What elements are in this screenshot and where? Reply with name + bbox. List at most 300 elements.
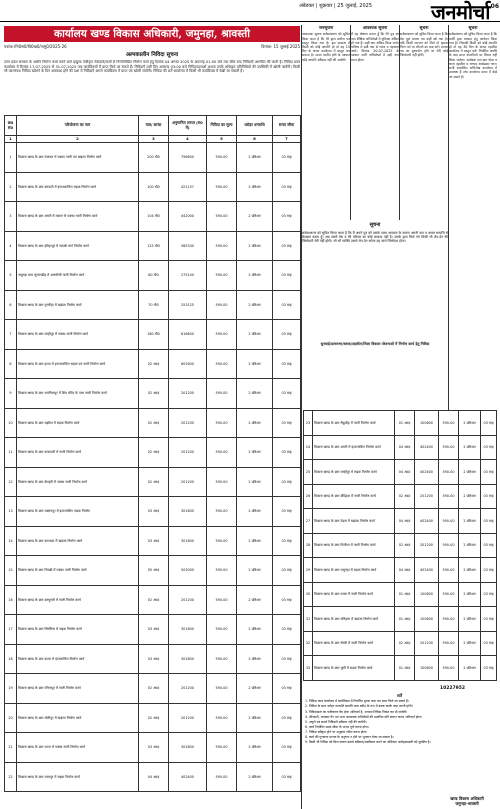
time-limit: 03 माह (273, 467, 301, 497)
project-name: विकास खण्ड के ग्राम मैकूडीह में नाली निर्माण कार्य (313, 411, 395, 436)
table-row (304, 533, 497, 558)
project-name: विकास खण्ड के ग्राम अमरी में इंटरलाकिंग निर्माण कार्य (313, 435, 395, 460)
classified-text: सर्वसाधारण को सूचित किया जाता है कि प्रार्थी द्वारा वरासत हेतु आवेदन किया गया है। जिसकी किसी को कोई आपत्ति हो तो वह 30 दिन के अन्दर तहसील कार्यालय में प्रस्तुत करें। निर्धारित अवधि के बाद प्राप्त आपत्तियों पर विचार नहीं किया जायेगा। आवेदक पता ग्राम पोस्ट व थाना तहसील व जनपद अम्बेडकर नगर। सभी सम्बन्धित अभिलेख कार्यालय में उपलब्ध हैं तथा कार्यालय समय में देखे जा सकते हैं। (449, 32, 497, 79)
tender-fee: 590-00 (439, 435, 459, 460)
tender-fee: 590-00 (207, 202, 237, 232)
classified-heading: आवश्यक सूचना (362, 25, 388, 30)
quantity: 01 अदद (395, 411, 415, 436)
earnest-money: 2 प्रतिशत (459, 509, 481, 534)
earnest-money: 2 प्रतिशत (237, 438, 273, 468)
estimated-cost: 301800 (169, 733, 207, 763)
tender-fee: 590-00 (439, 607, 459, 632)
table-row (5, 674, 301, 704)
letter-row (4, 44, 300, 49)
table-row (5, 320, 301, 350)
quantity: 02 अदद (395, 631, 415, 656)
classified-text: आवश्यक सूचना सर्वसाधारण को सूचित किया जाता है कि मेरे द्वारा प्रार्थना पत्र प्रस्तुत किया गया है। इस सम्बन्ध में किसी को कोई आपत्ति हो तो वह 15 दिन के अन्दर कार्यालय में प्रस्तुत कर सकता है। समय व्यतीत होने के पश्चात कोई आपत्ति स्वीकार नहीं की जायेगी। (302, 32, 350, 62)
tender-note (302, 342, 448, 346)
tender-fee: 590-00 (207, 733, 237, 763)
mid-notice (302, 222, 448, 340)
tender-fee: 590-00 (439, 509, 459, 534)
row-number: 27 (304, 509, 313, 534)
row-number: 33 (304, 656, 313, 681)
quantity: 04 अदद (395, 460, 415, 485)
condition-item: 8. कार्य की गुणवत्ता मानक के अनुरूप न होने पर भुगतान रोका जा सकता है। (309, 735, 496, 739)
row-number: 25 (304, 460, 313, 485)
time-limit: 03 माह (273, 497, 301, 527)
table-row (304, 558, 497, 583)
row-number: 8 (5, 349, 17, 379)
col-number: 5 (207, 136, 237, 143)
row-number: 6 (5, 290, 17, 320)
table-row (5, 703, 301, 733)
estimated-cost: 301800 (169, 644, 207, 674)
col-header: अनुमानित लागत (रु0 में) (169, 116, 207, 136)
earnest-money: 2 प्रतिशत (237, 497, 273, 527)
time-limit: 03 माह (273, 556, 301, 586)
table-header-row (5, 116, 301, 136)
time-limit: 03 माह (273, 526, 301, 556)
earnest-money: 2 प्रतिशत (237, 733, 273, 763)
estimated-cost: 100600 (415, 411, 439, 436)
tender-fee: 590-00 (207, 172, 237, 202)
quantity: 80 मी0 (139, 261, 169, 291)
project-name: विकास खण्ड के ग्राम लक्ष्मनपुर में इंटरलाकिंग सड़क निर्माण (17, 497, 139, 527)
estimated-cost: 201200 (415, 631, 439, 656)
table-row (304, 656, 497, 681)
row-number: 26 (304, 484, 313, 509)
estimated-cost: 201200 (169, 467, 207, 497)
time-limit: 03 माह (481, 558, 497, 583)
time-limit: 03 माह (273, 615, 301, 645)
table-row (304, 484, 497, 509)
estimated-cost: 301800 (169, 497, 207, 527)
row-number: 22 (5, 762, 17, 792)
tender-fee: 590-00 (207, 379, 237, 409)
time-limit: 03 माह (273, 733, 301, 763)
tender-fee: 590-00 (439, 484, 459, 509)
condition-item: 6. कार्य निर्धारित समय सीमा के अन्दर पूर्ण करना होगा। (309, 725, 496, 729)
row-number: 1 (5, 143, 17, 173)
table-row (304, 509, 497, 534)
quantity: 05 अदद (139, 556, 169, 586)
table-row (5, 349, 301, 379)
earnest-money: 2 प्रतिशत (459, 582, 481, 607)
project-name: विकास खण्ड के ग्राम बरगदवा में खड़ंजा निर्माण कार्य (17, 526, 139, 556)
time-limit: 03 माह (273, 762, 301, 792)
quantity: 104 मी0 (139, 202, 169, 232)
tender-fee: 590-00 (439, 411, 459, 436)
tender-fee: 590-00 (207, 143, 237, 173)
table-row (5, 408, 301, 438)
time-limit: 03 माह (481, 484, 497, 509)
condition-item: 3. निविदादाता का पंजीकरण वैध होना अनिवार्य है, अन्यथा निविदा निरस्त कर दी जायेगी। (309, 710, 496, 714)
earnest-money: 2 प्रतिशत (459, 558, 481, 583)
tender-table-continued (303, 410, 497, 681)
quantity: 02 अदद (139, 674, 169, 704)
table-row (5, 143, 301, 173)
earnest-money: 2 प्रतिशत (237, 349, 273, 379)
condition-item: 9. किसी भी निविदा को बिना कारण बताये स्वीकार/अस्वीकार करने का अधिकार अधोहस्ताक्षरी को सुरक्षित है। (309, 740, 496, 744)
classified-column-d (449, 25, 497, 475)
project-name: विकास खण्ड के ग्राम सेमरी में नाली निर्माण कार्य (313, 631, 395, 656)
row-number: 4 (5, 231, 17, 261)
quantity: 02 अदद (395, 484, 415, 509)
earnest-money: 2 प्रतिशत (237, 320, 273, 350)
classified-heading: सूचना (468, 25, 478, 30)
time-limit: 03 माह (273, 231, 301, 261)
time-limit: 03 माह (273, 349, 301, 379)
col-header: परियोजना का नाम (17, 116, 139, 136)
earnest-money: 2 प्रतिशत (237, 615, 273, 645)
earnest-money: 2 प्रतिशत (237, 703, 273, 733)
estimated-cost: 301800 (169, 615, 207, 645)
tender-fee: 590-00 (207, 703, 237, 733)
quantity: 02 अदद (139, 438, 169, 468)
project-name: विकास खण्ड के ग्राम टेढ़वा में खड़ंजा निर्माण कार्य (313, 509, 395, 534)
tender-fee: 590-00 (207, 438, 237, 468)
time-limit: 03 माह (481, 607, 497, 632)
quantity: 02 अदद (139, 467, 169, 497)
quantity: 02 अदद (139, 379, 169, 409)
row-number: 11 (5, 438, 17, 468)
signature-place: जमुनहा-श्रावस्ती (455, 801, 479, 807)
tender-fee: 590-00 (207, 615, 237, 645)
quantity: 02 अदद (395, 533, 415, 558)
tender-note-text: सुनवाई/ग्रामसभा/ब्लाक/तहसील/जिला विकास योजनाओं में निर्माण कार्य हेतु निविदा (320, 342, 430, 346)
conditions-heading: शर्तें (397, 693, 402, 698)
earnest-money: 2 प्रतिशत (459, 484, 481, 509)
earnest-money: 2 प्रतिशत (237, 762, 273, 792)
tender-number: 10227952 (440, 686, 466, 691)
quantity: 200 मी0 (139, 143, 169, 173)
condition-item: 2. निविदा के साथ धरोहर धनराशि सावधि जमा रसीद के रूप में बंधक करके जमा करनी होगी। (309, 704, 496, 708)
page-header (0, 0, 500, 22)
tender-fee: 590-00 (207, 762, 237, 792)
col-number: 6 (237, 136, 273, 143)
project-name: विकास खण्ड के ग्राम कटरा में इंटरलाकिंग निर्माण कार्य (17, 644, 139, 674)
time-limit: 03 माह (273, 703, 301, 733)
tender-fee: 590-00 (439, 533, 459, 558)
quantity: 02 अदद (139, 349, 169, 379)
tender-fee: 590-00 (439, 582, 459, 607)
classified-column-c (400, 25, 448, 220)
tender-fee: 590-00 (439, 460, 459, 485)
classified-column-b (351, 25, 399, 220)
time-limit: 03 माह (481, 656, 497, 681)
quantity: 100 मी0 (139, 172, 169, 202)
estimated-cost: 402400 (415, 509, 439, 534)
project-name: विकास खण्ड के ग्राम जमुनहा में सड़क निर्माण कार्य (313, 558, 395, 583)
earnest-money: 2 प्रतिशत (237, 644, 273, 674)
estimated-cost: 201200 (415, 484, 439, 509)
table-row (5, 290, 301, 320)
row-number: 32 (304, 631, 313, 656)
time-limit: 03 माह (481, 533, 497, 558)
tender-fee: 590-00 (207, 556, 237, 586)
project-name: विकास खण्ड के ग्राम भवनियापुर में शिव मंदिर के पास नाली निर्माण कार्य (17, 379, 139, 409)
table-row (304, 460, 497, 485)
quantity: 04 अदद (395, 509, 415, 534)
col-number: 4 (169, 136, 207, 143)
letter-number: पत्रांक-/नि0स0/वि0ख0/जमु0/2025-26 (4, 44, 67, 49)
table-row (304, 411, 497, 436)
issue-date: अंबेडकर | शुक्रवार | 25 जुलाई, 2025 (298, 3, 372, 9)
row-number: 21 (5, 733, 17, 763)
row-number: 31 (304, 607, 313, 632)
earnest-money: 2 प्रतिशत (459, 435, 481, 460)
row-number: 23 (304, 411, 313, 436)
project-name: विकास खण्ड के ग्राम मनिहारा में खड़ंजा निर्माण कार्य (313, 607, 395, 632)
tender-fee: 590-00 (207, 408, 237, 438)
estimated-cost: 275140 (169, 261, 207, 291)
project-name: विकास खण्ड के ग्राम इटवा में इण्टरलाकिंग सड़क एवं नाली निर्माण कार्य (17, 349, 139, 379)
time-limit: 03 माह (273, 438, 301, 468)
tender-fee: 590-00 (207, 674, 237, 704)
quantity: 02 अदद (139, 585, 169, 615)
quantity: 01 अदद (395, 607, 415, 632)
earnest-money: 2 प्रतिशत (237, 202, 273, 232)
col-header: समय सीमा (273, 116, 301, 136)
quantity: 02 अदद (139, 408, 169, 438)
quantity: 01 अदद (395, 656, 415, 681)
newspaper-masthead: जनमोर्चा (431, 0, 490, 24)
quantity: 03 अदद (139, 733, 169, 763)
earnest-money: 2 प्रतिशत (237, 172, 273, 202)
project-name: विकास खण्ड के ग्राम धूसी में सड़क निर्माण कार्य (313, 656, 395, 681)
table-row (5, 261, 301, 291)
estimated-cost: 602600 (169, 349, 207, 379)
notice-title: कार्यालय खण्ड विकास अधिकारी, जमुनहा, श्रावस्ती (4, 26, 300, 42)
table-row (5, 379, 301, 409)
project-name: विकास खण्ड के ग्राम मल्हीपुर में सड़क निर्माण कार्य (313, 460, 395, 485)
earnest-money: 2 प्रतिशत (237, 379, 273, 409)
quantity: 125 मी0 (139, 231, 169, 261)
tender-heading: अल्पकालीन निविदा सूचना (125, 52, 179, 58)
earnest-money: 2 प्रतिशत (237, 556, 273, 586)
time-limit: 03 माह (273, 172, 301, 202)
signature-block (434, 796, 500, 806)
classified-column-a (302, 25, 350, 220)
quantity: 04 अदद (139, 762, 169, 792)
time-limit: 03 माह (273, 379, 301, 409)
tender-fee: 590-00 (207, 644, 237, 674)
col-header: मात्र/ सारंश (139, 116, 169, 136)
project-name: विकास खण्ड के ग्राम हरिहरपुर में सम्पर्क मार्ग निर्माण कार्य (17, 231, 139, 261)
table-row (5, 172, 301, 202)
estimated-cost: 402400 (415, 435, 439, 460)
earnest-money: 2 प्रतिशत (237, 585, 273, 615)
project-name: विकास खण्ड के ग्राम ककरदरी में नाली निर्माण कार्य (17, 438, 139, 468)
tender-fee: 590-00 (207, 290, 237, 320)
condition-item: 7. निविदा स्वीकृत होने पर अनुबन्ध गठित करना होगा। (309, 730, 496, 734)
estimated-cost: 301800 (169, 526, 207, 556)
row-number: 9 (5, 379, 17, 409)
tender-fee: 590-00 (207, 467, 237, 497)
classified-text: सर्वसाधारण को सूचित किया जाता है कि मेरा मूल प्रमाण पत्र कहीं खो गया है। यदि किसी सज्जन को मिले तो कृपया निम्न पते पर लौटाने का कष्ट करें। प्रमाण पत्र का दुरुपयोग होने पर मेरी कोई जिम्मेदारी नहीं होगी। (400, 32, 448, 58)
condition-item: 4. जीएसटी, आयकर पैन एवं अन्य आवश्यक अभिलेखों की प्रमाणित प्रति संलग्न करना अनिवार्य होगा। (309, 715, 496, 719)
estimated-cost: 402400 (415, 460, 439, 485)
time-limit: 03 माह (273, 320, 301, 350)
earnest-money: 2 प्रतिशत (237, 526, 273, 556)
earnest-money: 2 प्रतिशत (237, 467, 273, 497)
estimated-cost: 201200 (169, 674, 207, 704)
quantity: 70 मी0 (139, 290, 169, 320)
row-number: 16 (5, 585, 17, 615)
page-number: 06 (490, 3, 499, 10)
estimated-cost: 402400 (169, 762, 207, 792)
table-row (5, 733, 301, 763)
row-number: 29 (304, 558, 313, 583)
quantity: 01 अदद (395, 582, 415, 607)
project-name: विकास खण्ड के ग्राम परसा में नाली निर्माण कार्य (313, 582, 395, 607)
quantity: 02 अदद (139, 703, 169, 733)
time-limit: 03 माह (481, 509, 497, 534)
earnest-money: 2 प्रतिशत (237, 231, 273, 261)
row-number: 12 (5, 467, 17, 497)
time-limit: 03 माह (273, 202, 301, 232)
time-limit: 03 माह (481, 631, 497, 656)
quantity: 180 मी0 (139, 320, 169, 350)
time-limit: 03 माह (481, 411, 497, 436)
row-number: 13 (5, 497, 17, 527)
estimated-cost: 253125 (169, 290, 207, 320)
mid-notice-heading: सूचना (369, 222, 381, 228)
col-header: निविदा का मूल्य (207, 116, 237, 136)
condition-item: 1. निविदा प्रपत्र कार्यालय में कार्यदिवस में निर्धारित शुल्क जमा कर प्राप्त किये जा सकते हैं। (309, 699, 496, 703)
project-name: विकास खण्ड के ग्राम बनघुसरी में नाली निर्माण कार्य (17, 585, 139, 615)
estimated-cost: 201200 (415, 533, 439, 558)
table-row (5, 585, 301, 615)
project-name: विकास खण्ड के ग्राम अमरी में मकान से पक्का नाली निर्माण कार्य (17, 202, 139, 232)
table-row (5, 467, 301, 497)
tender-fee: 590-00 (207, 231, 237, 261)
earnest-money: 2 प्रतिशत (459, 607, 481, 632)
table-row (5, 202, 301, 232)
tender-fee: 590-00 (207, 320, 237, 350)
table-row (5, 438, 301, 468)
tender-fee: 590-00 (439, 631, 459, 656)
quantity: 03 अदद (139, 526, 169, 556)
project-name: विकास खण्ड के ग्राम गिलौला में नाली निर्माण कार्य (313, 533, 395, 558)
estimated-cost: 796600 (169, 143, 207, 173)
estimated-cost: 201200 (169, 408, 207, 438)
time-limit: 03 माह (273, 408, 301, 438)
row-number: 20 (5, 703, 17, 733)
time-limit: 03 माह (481, 460, 497, 485)
estimated-cost: 100600 (415, 656, 439, 681)
col-header: क्र0 सं0 (5, 116, 17, 136)
row-number: 14 (5, 526, 17, 556)
project-name: विकास खण्ड के ग्राम गुलरीहा में खड़ंजा निर्माण कार्य (17, 290, 139, 320)
estimated-cost: 816600 (169, 320, 207, 350)
time-limit: 03 माह (273, 290, 301, 320)
earnest-money: 2 प्रतिशत (237, 261, 273, 291)
table-row (5, 644, 301, 674)
estimated-cost: 100600 (415, 582, 439, 607)
classified-text: मैं यह घोषणा करता हूँ कि मेरे पुत्र का नाम शैक्षिक अभिलेखों में त्रुटिवश अंकित हो गया है। सही नाम अंकित किया जाये। भविष्य में इसी नाम से जाना व पहचाना जाये। दिनांक 20-07-2025 के पश्चात सभी अभिलेखों में सही नाम मान्य होगा। (351, 32, 399, 62)
row-number: 19 (5, 674, 17, 704)
signature-title: खण्ड विकास अधिकारी (450, 796, 484, 801)
project-name: विकास खण्ड के ग्राम पटना में पक्का नाली निर्माण कार्य (17, 733, 139, 763)
letter-date: दिनांक- 15 जुलाई 2025 (261, 44, 300, 49)
estimated-cost: 100600 (415, 607, 439, 632)
earnest-money: 2 प्रतिशत (459, 533, 481, 558)
row-number: 5 (5, 261, 17, 291)
quantity: 03 अदद (139, 644, 169, 674)
row-number: 18 (5, 644, 17, 674)
tender-table (4, 115, 301, 792)
quantity: 04 अदद (395, 558, 415, 583)
table-row (304, 435, 497, 460)
earnest-money: 2 प्रतिशत (459, 411, 481, 436)
tender-conditions (303, 693, 496, 746)
table-row (304, 631, 497, 656)
row-number: 17 (5, 615, 17, 645)
project-name: विकास खण्ड के ग्राम रनियापुर में नाली निर्माण कार्य (17, 674, 139, 704)
estimated-cost: 402400 (415, 558, 439, 583)
earnest-money: 2 प्रतिशत (237, 408, 273, 438)
project-name: विकास खण्ड के ग्राम मल्हीपुर में पक्का नाली निर्माण कार्य (17, 320, 139, 350)
col-number: 2 (17, 136, 139, 143)
tender-fee: 590-00 (207, 349, 237, 379)
estimated-cost: 503000 (169, 556, 207, 586)
estimated-cost: 442000 (169, 202, 207, 232)
time-limit: 03 माह (273, 674, 301, 704)
earnest-money: 2 प्रतिशत (459, 631, 481, 656)
row-number: 28 (304, 533, 313, 558)
estimated-cost: 201200 (169, 585, 207, 615)
col-number: 7 (273, 136, 301, 143)
project-name: विकास खण्ड के ग्राम सिरसिया में सड़क निर्माण कार्य (17, 615, 139, 645)
table-row (304, 582, 497, 607)
quantity: 03 अदद (139, 497, 169, 527)
tender-intro: उत्तर प्रदेश सरकार के अधीन निर्माण कार्य करने वाले इच्छुक पंजीकृत ठेकेदारों/फर्मों से निम्नलिखित निर्माण कार्य हेतु दिनांक 04 अगस्त 2025 के अपरान्ह 01:00 बजे तक सील बन्द निविदाएँ आमंत्रित की जाती हैं। निविदा प्रपत्र कार्यालय में दिनांक 17-07-2025 से 31-07-2025 तक कार्यदिवसों में प्राप्त किये जा सकते हैं। निविदाएँ उसी दिन अपरान्ह 03:00 बजे निविदादाताओं अथवा उनके अधिकृत प्रतिनिधियों की उपस्थिति में खोली जायेंगी। किसी भी कारणवश निविदा खोलने के दिन अवकाश होने की दशा में निविदाएँ अगले कार्यदिवस में प्राप्त एवं खोली जायेंगी। निविदा की शर्तें कार्यालय में किसी भी कार्यदिवस में देखी जा सकती हैं। (4, 60, 300, 74)
earnest-money: 2 प्रतिशत (459, 460, 481, 485)
earnest-money: 2 प्रतिशत (237, 143, 273, 173)
project-name: विकास खण्ड के ग्राम बनकटी में इण्टरलाकिंग सड़क निर्माण कार्य (17, 172, 139, 202)
row-number: 30 (304, 582, 313, 607)
estimated-cost: 585330 (169, 231, 207, 261)
tender-fee: 590-00 (207, 261, 237, 291)
time-limit: 03 माह (273, 143, 301, 173)
estimated-cost: 201200 (169, 438, 207, 468)
col-number: 1 (5, 136, 17, 143)
time-limit: 03 माह (481, 435, 497, 460)
row-number: 2 (5, 172, 17, 202)
tender-fee: 590-00 (207, 585, 237, 615)
project-name: विकास खण्ड के ग्राम मझौवा में सड़क निर्माण कार्य (17, 408, 139, 438)
row-number: 3 (5, 202, 17, 232)
row-number: 7 (5, 320, 17, 350)
estimated-cost: 201200 (169, 703, 207, 733)
project-name: विकास खण्ड के ग्राम मोतीपुर में खड़ंजा निर्माण कार्य (17, 703, 139, 733)
time-limit: 03 माह (481, 582, 497, 607)
earnest-money: 2 प्रतिशत (237, 290, 273, 320)
project-name: विकास खण्ड के ग्राम बेलहरी में पक्का नाली निर्माण कार्य (17, 467, 139, 497)
tender-fee: 590-00 (207, 497, 237, 527)
classified-heading: जनसूचना (318, 25, 334, 30)
table-row (304, 607, 497, 632)
earnest-money: 2 प्रतिशत (459, 656, 481, 681)
project-name: विकास खण्ड के ग्राम लालपुर में सड़क निर्माण कार्य (17, 762, 139, 792)
estimated-cost: 201200 (169, 379, 207, 409)
row-number: 15 (5, 556, 17, 586)
table-row (5, 497, 301, 527)
col-number: 3 (139, 136, 169, 143)
earnest-money: 2 प्रतिशत (237, 674, 273, 704)
quantity: 03 अदद (139, 615, 169, 645)
